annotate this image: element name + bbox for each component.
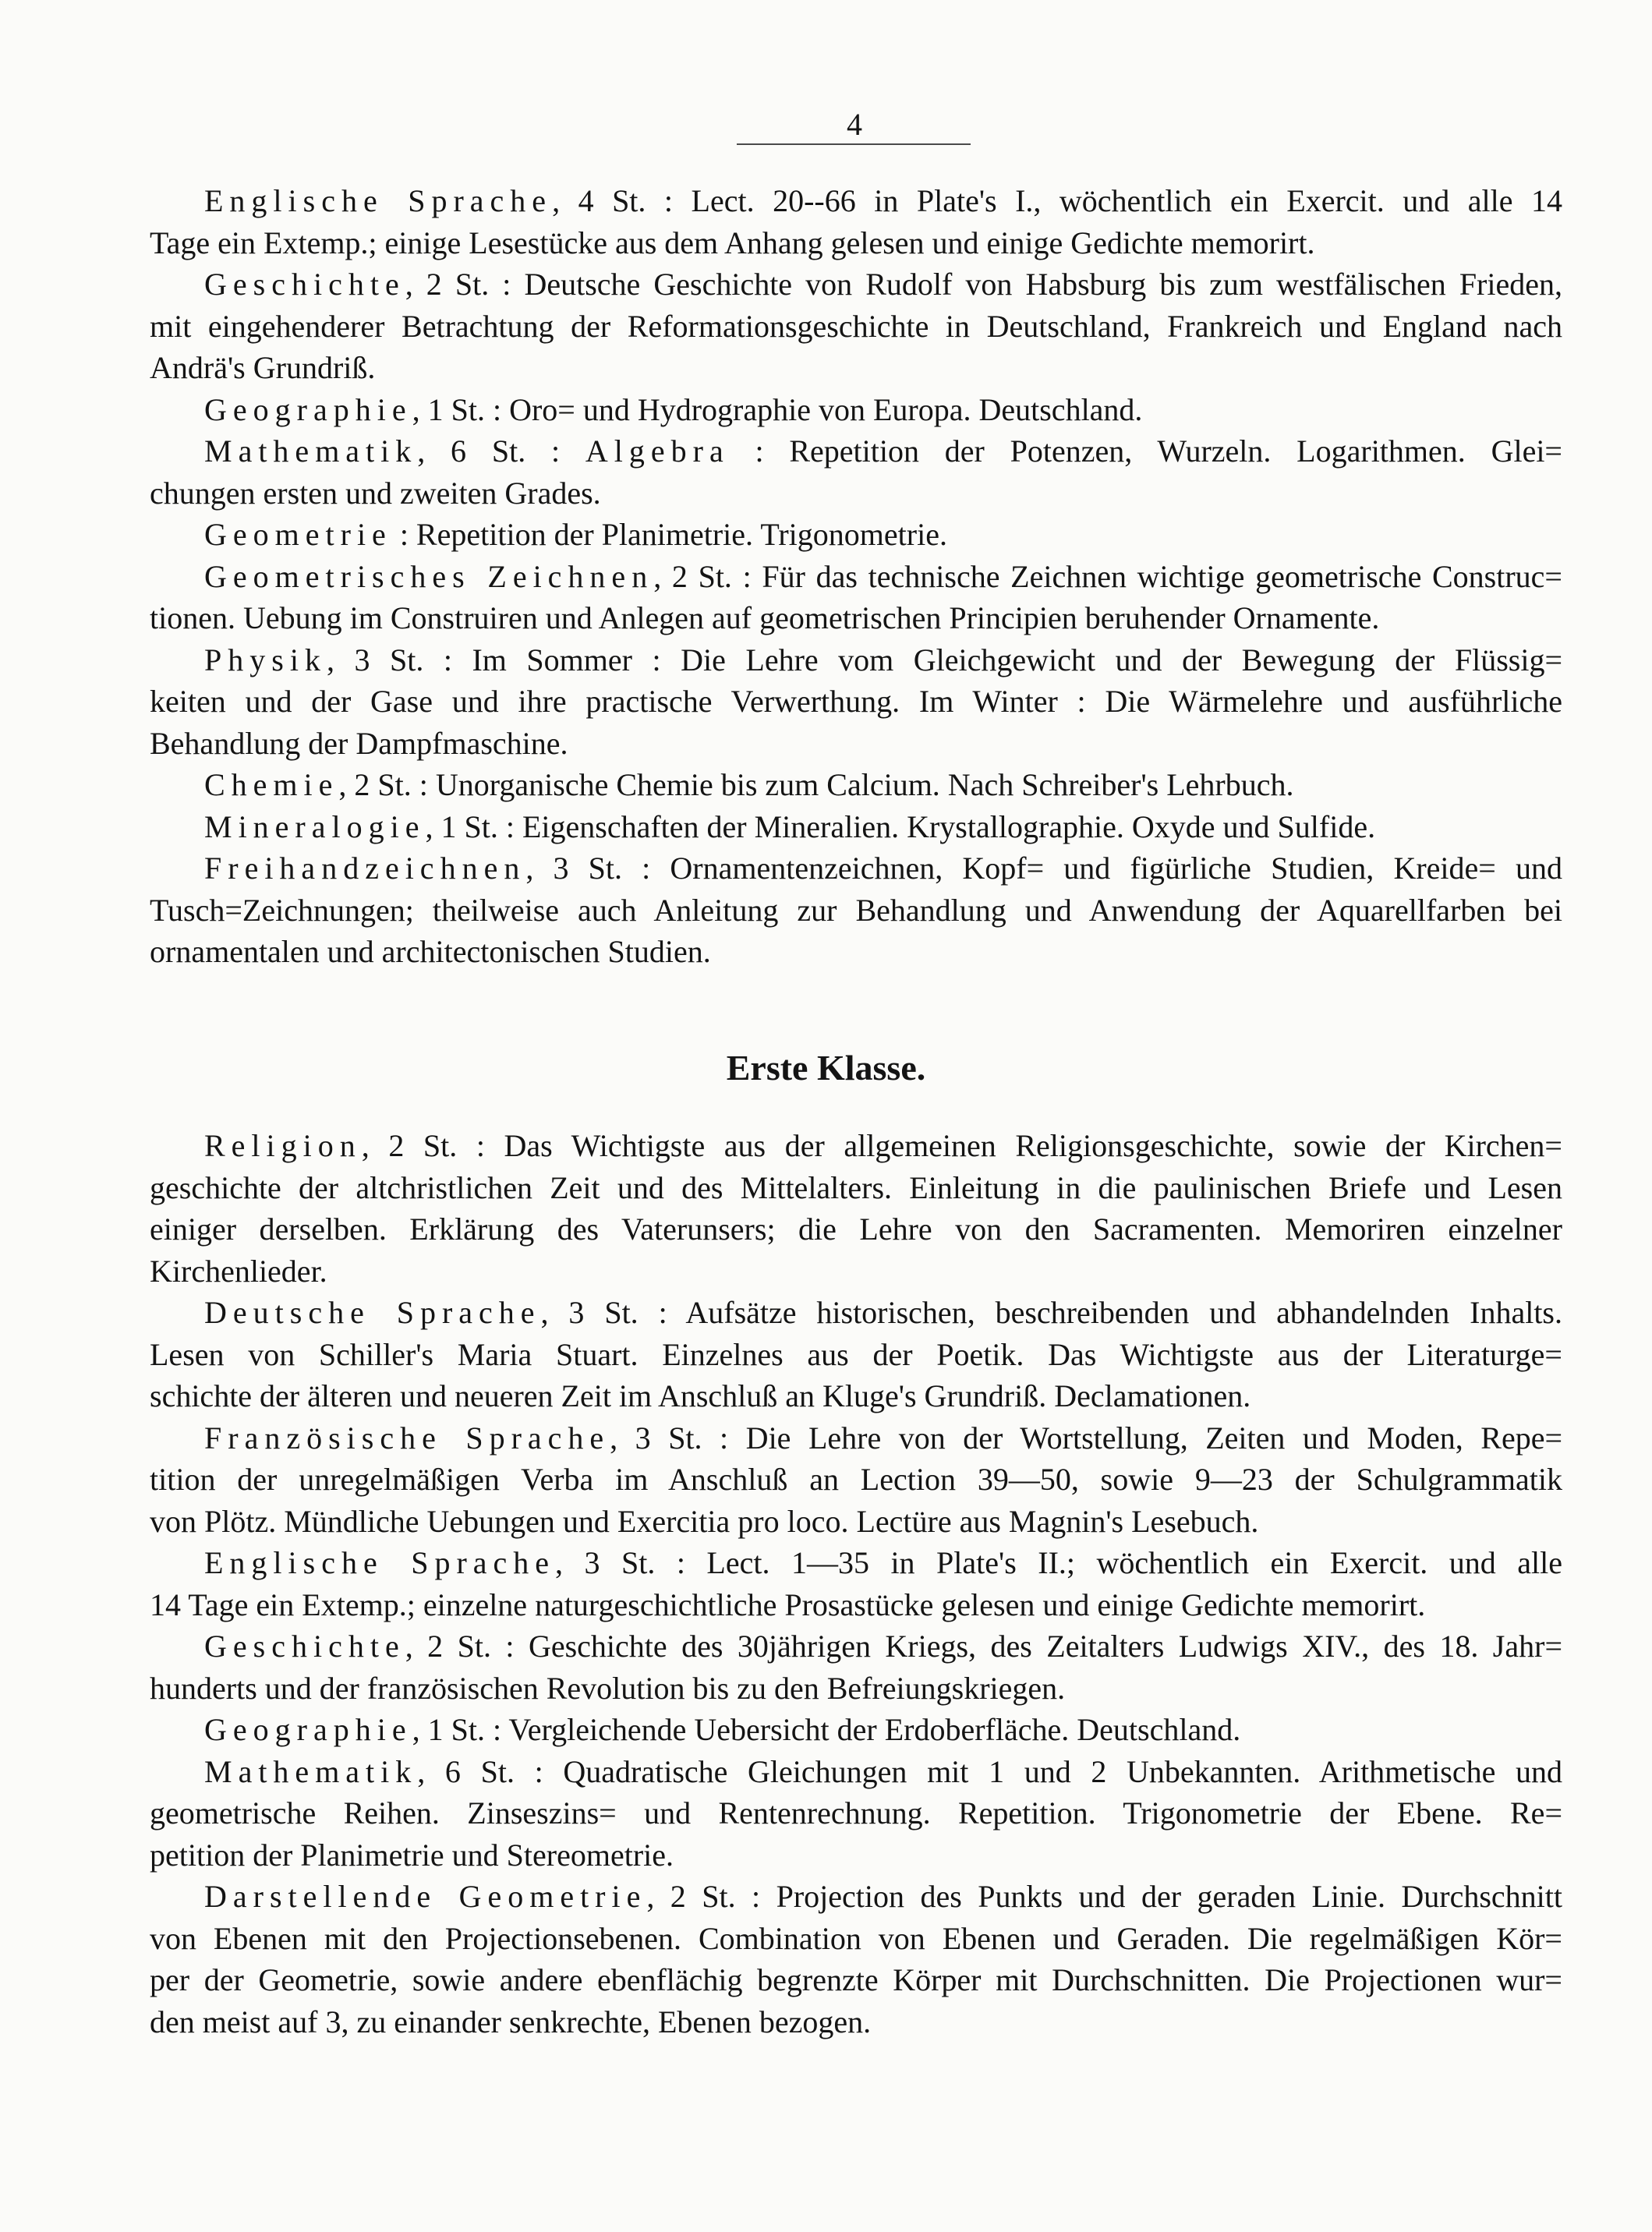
line-text: , 4 St. : Lect. 20--66 in Plate's I., wöchentlich ein Exercit. und alle 14 — [552, 183, 1562, 218]
paragraph-franzoesische-sprache — [150, 1417, 1562, 1543]
text-line: Lesen von Schiller's Maria Stuart. Einzelnes aus der Poetik. Das Wichtigste aus der Literaturge= — [150, 1336, 1562, 1372]
paragraph-englische-sprache — [150, 1542, 1562, 1625]
text-line: per der Geometrie, sowie andere ebenflächig begrenzte Körper mit Durchschnitten. Die Projectionen wur= — [150, 1962, 1562, 1997]
paragraph-geographie — [150, 389, 1562, 431]
line-text: , 2 St. : Das Wichtigste aus der allgemeinen Religionsgeschichte, sowie der Kirchen= — [361, 1128, 1562, 1163]
line-text: , 3 St. : Ornamentenzeichnen, Kopf= und figürliche Studien, Kreide= und — [525, 851, 1562, 886]
text-line — [150, 1751, 1562, 1793]
text-line: von Plötz. Mündliche Uebungen und Exercitia pro loco. Lectüre aus Magnin's Lesebuch. — [150, 1503, 1259, 1539]
text-line — [150, 180, 1562, 222]
paragraph-mathematik — [150, 430, 1562, 514]
line-text: , 2 St. : Deutsche Geschichte von Rudolf von Habsburg bis zum westfälischen Frieden, — [405, 267, 1562, 302]
subject-label: Physik — [204, 642, 327, 677]
text-line: Kirchenlieder. — [150, 1253, 327, 1289]
subject-label: Deutsche Sprache — [204, 1295, 541, 1330]
subject-label: Mathematik — [204, 1753, 418, 1789]
text-line: ornamentalen und architectonischen Studien. — [150, 934, 711, 969]
text-line: den meist auf 3, zu einander senkrechte, Ebenen bezogen. — [150, 2004, 872, 2039]
text-line — [150, 1542, 1562, 1584]
section-heading: Erste Klasse. — [726, 1048, 926, 1088]
subject-label: Geometrisches Zeichnen — [204, 558, 654, 594]
text-line — [150, 1709, 1562, 1751]
subject-label: Englische Sprache — [204, 1545, 556, 1580]
subject-label: Geschichte — [204, 1629, 405, 1664]
text-line: geometrische Reihen. Zinseszins= und Rentenrechnung. Repetition. Trigonometrie der Ebene. Re= — [150, 1795, 1562, 1831]
line-text: , 2 St. : Für das technische Zeichnen wichtige geometrische Construc= — [653, 558, 1562, 594]
subject-label: Geographie — [204, 391, 412, 427]
subject-label: Darstellende Geometrie — [204, 1879, 647, 1914]
text-line: hunderts und der französischen Revolution bis zu den Befreiungskriegen. — [150, 1670, 1066, 1706]
text-line — [150, 514, 1562, 556]
page-number: 4 — [847, 107, 862, 142]
text-line — [150, 1125, 1562, 1167]
paragraph-deutsche-sprache — [150, 1292, 1562, 1417]
text-line: tionen. Uebung im Construiren und Anlegen auf geometrischen Principien beruhender Ornamente. — [150, 600, 1380, 635]
line-text: , 3 St. : Im Sommer : Die Lehre vom Gleichgewicht und der Bewegung der Flüssig= — [326, 642, 1562, 677]
text-line: chungen ersten und zweiten Grades. — [150, 475, 601, 511]
line-text: : Repetition der Planimetrie. Trigonometrie. — [391, 517, 947, 552]
text-line: mit eingehenderer Betrachtung der Reformationsgeschichte in Deutschland, Frankreich und England nach — [150, 308, 1562, 344]
line-text: , 2 St. : Geschichte des 30jährigen Kriegs, des Zeitalters Ludwigs XIV., des 18. Jahr= — [405, 1629, 1562, 1664]
text-line: schichte der älteren und neueren Zeit im Anschluß an Kluge's Grundriß. Declamationen. — [150, 1378, 1251, 1413]
line-text: , 3 St. : Aufsätze historischen, beschreibenden und abhandelnden Inhalts. — [540, 1295, 1563, 1330]
subject-label: Geographie — [204, 1712, 412, 1747]
subject-label: Französische Sprache — [204, 1420, 610, 1456]
paragraph-freihandzeichnen — [150, 847, 1562, 973]
line-text: , 6 St. : — [417, 433, 585, 469]
subject-label: Mineralogie — [204, 808, 426, 844]
text-line — [150, 1625, 1562, 1668]
paragraph-geschichte — [150, 1625, 1562, 1709]
text-line: einiger derselben. Erklärung des Vaterunsers; die Lehre von den Sacramenten. Memoriren einzelner — [150, 1212, 1562, 1247]
paragraph-geometrie — [150, 514, 1562, 556]
text-line: Tage ein Extemp.; einige Lesestücke aus dem Anhang gelesen und einige Gedichte memorirt. — [150, 225, 1315, 260]
text-line: von Ebenen mit den Projectionsebenen. Combination von Ebenen und Geraden. Die regelmäßigen Kör= — [150, 1920, 1562, 1956]
text-line: Behandlung der Dampfmaschine. — [150, 725, 568, 761]
paragraph-chemie — [150, 764, 1562, 806]
line-text: , 2 St. : Unorganische Chemie bis zum Calcium. Nach Schreiber's Lehrbuch. — [338, 767, 1294, 802]
line-text: , 3 St. : Die Lehre von der Wortstellung, Zeiten und Moden, Repe= — [610, 1420, 1563, 1456]
subject-label: Englische Sprache — [204, 183, 553, 218]
subject-label: Religion — [204, 1128, 362, 1163]
paragraph-darstellende-geometrie — [150, 1876, 1562, 2043]
line-text: , 2 St. : Projection des Punkts und der geraden Linie. Durchschnitt — [646, 1879, 1562, 1914]
text-line — [150, 1292, 1562, 1334]
text-line: 14 Tage ein Extemp.; einzelne naturgeschichtliche Prosastücke gelesen und einige Gedichte memorirt. — [150, 1586, 1426, 1622]
text-line: tition der unregelmäßigen Verba im Anschluß an Lection 39—50, sowie 9—23 der Schulgrammatik — [150, 1462, 1562, 1497]
line-text: , 6 St. : Quadratische Gleichungen mit 1 und 2 Unbekannten. Arithmetische und — [417, 1753, 1562, 1789]
paragraph-mineralogie — [150, 806, 1562, 848]
text-line — [150, 430, 1562, 472]
paragraph-englische-sprache — [150, 180, 1562, 264]
paragraph-geographie — [150, 1709, 1562, 1751]
line-text: , 1 St. : Oro= und Hydrographie von Europa. Deutschland. — [412, 391, 1143, 427]
subject-label: Geometrie — [204, 517, 392, 552]
text-line: petition der Planimetrie und Stereometrie. — [150, 1837, 674, 1873]
subject-label: Chemie — [204, 767, 339, 802]
line-text: , 3 St. : Lect. 1—35 in Plate's II.; wöchentlich ein Exercit. und alle — [555, 1545, 1562, 1580]
text-line — [150, 264, 1562, 306]
upper-section — [150, 180, 1562, 973]
subtopic-label: Algebra — [585, 433, 730, 469]
paragraph-mathematik — [150, 1751, 1562, 1877]
line-text: , 1 St. : Eigenschaften der Mineralien. Krystallographie. Oxyde und Sulfide. — [425, 808, 1376, 844]
subject-label: Mathematik — [204, 433, 418, 469]
text-line — [150, 1876, 1562, 1918]
text-line — [150, 847, 1562, 890]
text-line — [150, 1417, 1562, 1459]
paragraph-geschichte — [150, 264, 1562, 389]
text-line — [150, 389, 1562, 431]
text-line: keiten und der Gase und ihre practische Verwerthung. Im Winter : Die Wärmelehre und ausführliche — [150, 684, 1562, 719]
paragraph-physik — [150, 639, 1562, 765]
subject-label: Geschichte — [204, 267, 405, 302]
lower-section — [150, 1125, 1562, 2043]
text-line — [150, 639, 1562, 681]
text-line — [150, 556, 1562, 598]
line-text: , 1 St. : Vergleichende Uebersicht der Erdoberfläche. Deutschland. — [412, 1712, 1241, 1747]
text-line — [150, 764, 1562, 806]
paragraph-geometrisches-zeichnen — [150, 556, 1562, 639]
text-line: geschichte der altchristlichen Zeit und des Mittelalters. Einleitung in die paulinischen Briefe und Lesen — [150, 1169, 1562, 1205]
subject-label: Freihandzeichnen — [204, 851, 526, 886]
paragraph-religion — [150, 1125, 1562, 1292]
header-divider — [737, 143, 971, 145]
text-line — [150, 806, 1562, 848]
text-line: Tusch=Zeichnungen; theilweise auch Anleitung zur Behandlung und Anwendung der Aquarellfarben bei — [150, 892, 1562, 928]
text-line: Andrä's Grundriß. — [150, 350, 376, 385]
line-text: : Repetition der Potenzen, Wurzeln. Logarithmen. Glei= — [729, 433, 1562, 469]
